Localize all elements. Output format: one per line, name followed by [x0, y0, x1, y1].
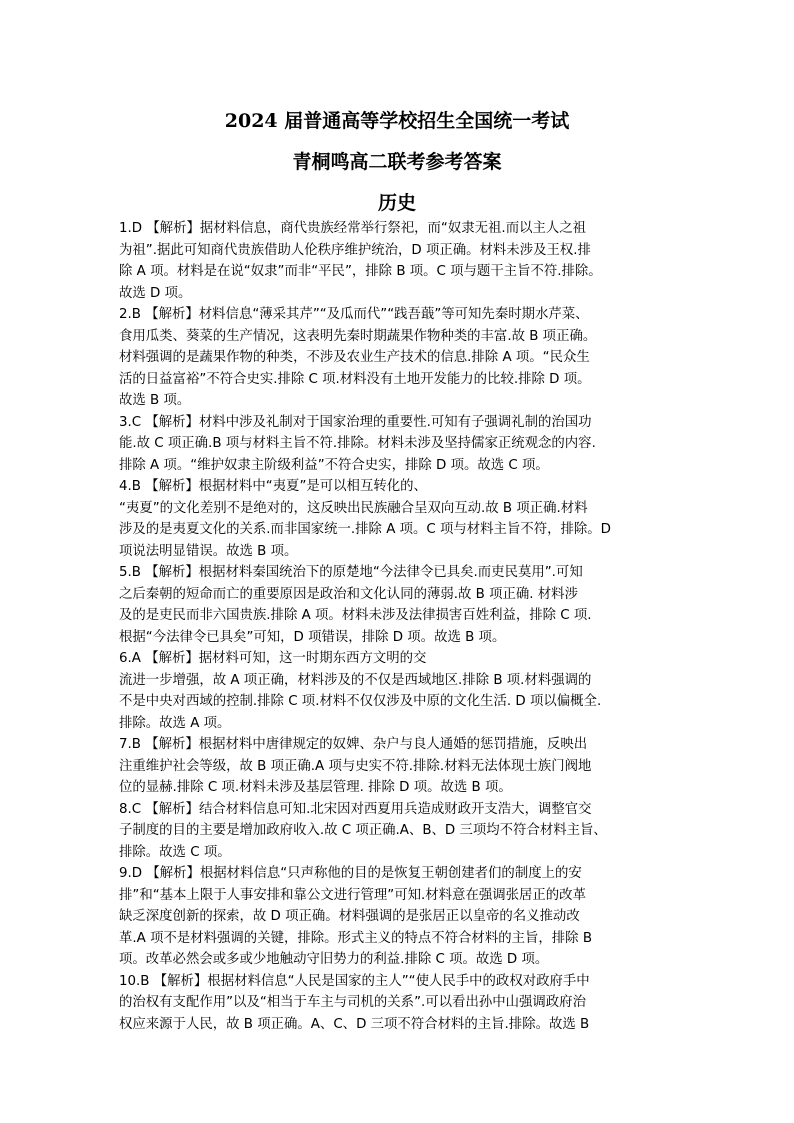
answer-line: 8.C 【解析】结合材料信息可知.北宋因对西夏用兵造成财政开支浩大，调整官交	[119, 801, 592, 817]
subject-title: 历史	[377, 192, 416, 214]
answer-line: 权应来源于人民，故 B 项正确。A、C、D 三项不符合材料的主旨.排除。故选 B	[119, 1016, 590, 1032]
answer-line: 缺乏深度创新的探索，故 D 项正确。材料强调的是张居正以皇帝的名义推动改	[119, 909, 580, 924]
answer-line: 4.B 【解析】根据材料中“夷夏”是可以相互转化的、	[119, 479, 427, 494]
answer-item-7	[119, 734, 679, 799]
answer-line: 5.B 【解析】根据材料秦国统治下的原楚地“今法律令已具矣.而吏民莫用”.可知	[119, 565, 583, 580]
answer-line: 排除 A 项。“维护奴隶主阶级利益”不符合史实，排除 D 项。故选 C 项。	[119, 457, 549, 473]
answer-line: 注重维护社会等级，故 B 项正确.A 项与史实不符.排除.材料无法体现士族门阀地	[119, 758, 592, 774]
answer-line: 10.B 【解析】根据材料信息“人民是国家的主人”“使人民手中的政权对政府手中	[119, 973, 590, 989]
answer-item-5	[119, 562, 679, 648]
answer-line: 材料强调的是蔬果作物的种类，不涉及农业生产技术的信息.排除 A 项。“民众生	[119, 350, 590, 365]
answer-item-1	[119, 218, 679, 304]
answer-line: 流进一步增强，故 A 项正确，材料涉及的不仅是西域地区.排除 B 项.材料强调的	[119, 672, 592, 688]
answer-line: 6.A 【解析】据材料可知，这一时期东西方文明的交	[119, 651, 427, 666]
answer-line: “夷夏”的文化差别不是绝对的，这反映出民族融合呈双向互动.故 B 项正确.材料	[119, 500, 588, 516]
answer-line: 1.D 【解析】据材料信息，商代贵族经常举行祭祀，而“奴隶无祖.而以主人之祖	[119, 221, 587, 236]
answer-line: 除 A 项。材料是在说“奴隶”而非“平民”，排除 B 项。C 项与题干主旨不符.排除。	[119, 264, 602, 279]
answer-line: 食用瓜类、葵菜的生产情况，这表明先秦时期蔬果作物种类的丰富.故 B 项正确。	[119, 328, 597, 344]
answer-item-10	[119, 971, 679, 1036]
answer-line: 9.D 【解析】根据材料信息“只声称他的目的是恢复王朝创建者们的制度上的安	[119, 866, 582, 881]
answer-line: 及的是吏民而非六国贵族.排除 A 项。材料未涉及法律损害百姓利益，排除 C 项.	[119, 608, 592, 623]
answer-item-4	[119, 476, 679, 562]
answer-line: 故选 B 项。	[119, 393, 191, 408]
answer-item-2	[119, 304, 679, 412]
answer-line: 涉及的是夷夏文化的关系.而非国家统一.排除 A 项。C 项与材料主旨不符，排除。D	[119, 522, 611, 537]
answer-line: 为祖”.据此可知商代贵族借助人伦秩序维护统治，D 项正确。材料未涉及王权.排	[119, 242, 591, 258]
answer-item-6	[119, 648, 679, 734]
answer-line: 能.故 C 项正确.B 项与材料主旨不符.排除。材料未涉及坚持儒家正统观念的内容.	[119, 436, 596, 451]
answer-line: 不是中央对西域的控制.排除 C 项.材料不仅仅涉及中原的文化生活. D 项以偏概全.	[119, 694, 602, 709]
answer-list	[119, 218, 679, 1035]
answer-line: 2.B 【解析】材料信息“薄采其芹”“及瓜而代”“践吾蕺”等可知先秦时期水芹菜、	[119, 307, 589, 322]
answer-line: 位的显赫.排除 C 项.材料未涉及基层管理. 排除 D 项。故选 B 项。	[119, 780, 512, 795]
answer-line: 3.C 【解析】材料中涉及礼制对于国家治理的重要性.可知有子强调礼制的治国功	[119, 414, 592, 430]
answer-line: 革.A 项不是材料强调的关键，排除。形式主义的特点不符合材料的主旨，排除 B	[119, 930, 593, 946]
answer-line: 故选 D 项。	[119, 285, 192, 301]
answer-line: 项。改革必然会或多或少地触动守旧势力的利益.排除 C 项。故选 D 项。	[119, 952, 549, 967]
exam-subtitle: 青桐鸣高二联考参考答案	[292, 151, 502, 173]
answer-line: 的治权有支配作用”以及“相当于车主与司机的关系”.可以看出孙中山强调政府治	[119, 995, 586, 1010]
answer-line: 排”和“基本上限于人事安排和靠公文进行管理”可知.材料意在强调张居正的改革	[119, 887, 586, 903]
answer-line: 活的日益富裕”不符合史实.排除 C 项.材料没有土地开发能力的比较.排除 D 项。	[119, 371, 591, 387]
exam-title: 2024 届普通高等学校招生全国统一考试	[224, 110, 570, 132]
answer-item-9	[119, 863, 679, 971]
answer-line: 排除。故选 C 项。	[119, 844, 231, 860]
answer-item-8	[119, 799, 679, 864]
answer-line: 子制度的目的主要是增加政府收入.故 C 项正确.A、B、D 三项均不符合材料主旨、	[119, 823, 607, 838]
answer-line: 之后秦朝的短命而亡的重要原因是政治和文化认同的薄弱.故 B 项正确. 材料涉	[119, 586, 578, 602]
answer-line: 根据“今法律令已具矣”可知，D 项错误，排除 D 项。故选 B 项。	[119, 629, 506, 645]
answer-line: 7.B 【解析】根据材料中唐律规定的奴婢、杂户与良人通婚的惩罚措施，反映出	[119, 737, 588, 752]
answer-line: 项说法明显错误。故选 B 项。	[119, 543, 298, 559]
answer-line: 排除。故选 A 项。	[119, 715, 231, 731]
answer-item-3	[119, 412, 679, 477]
